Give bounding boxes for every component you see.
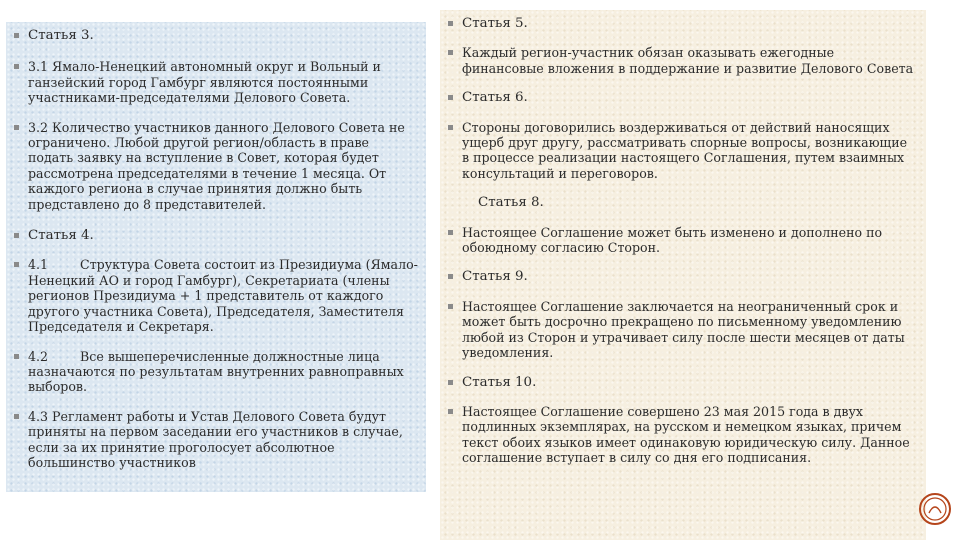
clause-4-2 <box>14 349 418 395</box>
bullet-icon <box>14 414 19 419</box>
bullet-icon <box>14 64 19 69</box>
article-10-heading-text: Статья 10. <box>462 374 537 390</box>
clause-4-2-text: 4.2 Все вышеперечисленные должностные лица назначаются по результатам внутренних равноправных выборов. <box>28 348 408 395</box>
clause-6 <box>448 120 918 182</box>
clause-8-text: Настоящее Соглашение может быть изменено и дополнено по обоюдному согласию Сторон. <box>462 224 883 256</box>
article-5-heading <box>448 16 918 31</box>
clause-4-1 <box>14 257 418 334</box>
article-10-heading <box>448 375 918 390</box>
clause-3-2 <box>14 120 418 212</box>
bullet-icon <box>448 95 453 100</box>
clause-5-text: Каждый регион-участник обязан оказывать ежегодные финансовые вложения в поддержание и развитие Делового Совета <box>462 45 914 76</box>
bullet-icon <box>448 125 453 130</box>
article-6-heading <box>448 90 918 105</box>
article-9-heading <box>448 269 918 284</box>
bullet-icon <box>14 233 19 238</box>
bullet-icon <box>14 125 19 130</box>
clause-4-3-text: 4.3 Регламент работы и Устав Делового Совета будут приняты на первом заседании его участников в случае, если за их принятие проголосует абсолютное большинство участников <box>28 408 403 470</box>
clause-4-1-text: 4.1 Структура Совета состоит из Президиума (Ямало-Ненецкий АО и город Гамбург), Секретариата (члены регионов Президиума + 1 представитель от каждого другого участника Совета), Председателя, Заместителя Председателя и Секретаря. <box>28 257 418 335</box>
clause-4-3 <box>14 409 418 471</box>
article-5-heading-text: Статья 5. <box>462 16 528 31</box>
article-4-heading-text: Статья 4. <box>28 228 94 244</box>
bullet-icon <box>448 21 453 26</box>
bullet-icon <box>448 230 453 235</box>
bullet-icon <box>14 33 19 38</box>
clause-10 <box>448 404 918 466</box>
clause-8 <box>448 225 918 256</box>
bullet-icon <box>14 262 19 267</box>
article-9-heading-text: Статья 9. <box>462 269 528 285</box>
article-4-heading <box>14 228 418 243</box>
clause-5 <box>448 45 918 76</box>
article-6-heading-text: Статья 6. <box>462 90 528 106</box>
clause-3-1 <box>14 59 418 105</box>
clause-3-1-text: 3.1 Ямало-Ненецкий автономный округ и Вольный и ганзейский город Гамбург являются постоянными участниками-председателями Делового Совета. <box>28 59 381 106</box>
bullet-icon <box>448 304 453 309</box>
bullet-icon <box>448 380 453 385</box>
clause-3-2-text: 3.2 Количество участников данного Делового Совета не ограничено. Любой другой регион/область в праве подать заявку на вступление в Совет, которая будет рассмотрена председателями в течение 1 месяца. От каждого региона в случае принятия должно быть представлено до 8 представителей. <box>28 119 405 212</box>
right-text-panel <box>440 10 926 540</box>
bullet-icon <box>448 409 453 414</box>
article-8-heading-text: Статья 8. <box>478 195 544 211</box>
clause-9-text: Настоящее Соглашение заключается на неограниченный срок и может быть досрочно прекращено по письменному уведомлению любой из Сторон и утрачивает силу после шести месяцев от даты уведомления. <box>462 298 905 361</box>
left-text-panel <box>6 22 426 492</box>
ornament-circle-icon <box>918 492 952 526</box>
clause-9 <box>448 299 918 361</box>
bullet-icon <box>14 354 19 359</box>
article-3-heading <box>14 28 418 43</box>
bullet-icon <box>448 50 453 55</box>
clause-6-text: Стороны договорились воздерживаться от действий наносящих ущерб друг другу, рассматривать спорные вопросы, возникающие в процессе реализации настоящего Соглашения, путем взаимных консультаций и переговоров. <box>462 119 908 181</box>
article-8-heading <box>448 195 918 210</box>
bullet-icon <box>448 274 453 279</box>
article-3-heading-text: Статья 3. <box>28 28 94 43</box>
clause-10-text: Настоящее Соглашение совершено 23 мая 2015 года в двух подлинных экземплярах, на русском и немецком языках, причем текст обоих языков имеет одинаковую юридическую силу. Данное соглашение вступает в силу со дня его подписания. <box>462 403 910 466</box>
